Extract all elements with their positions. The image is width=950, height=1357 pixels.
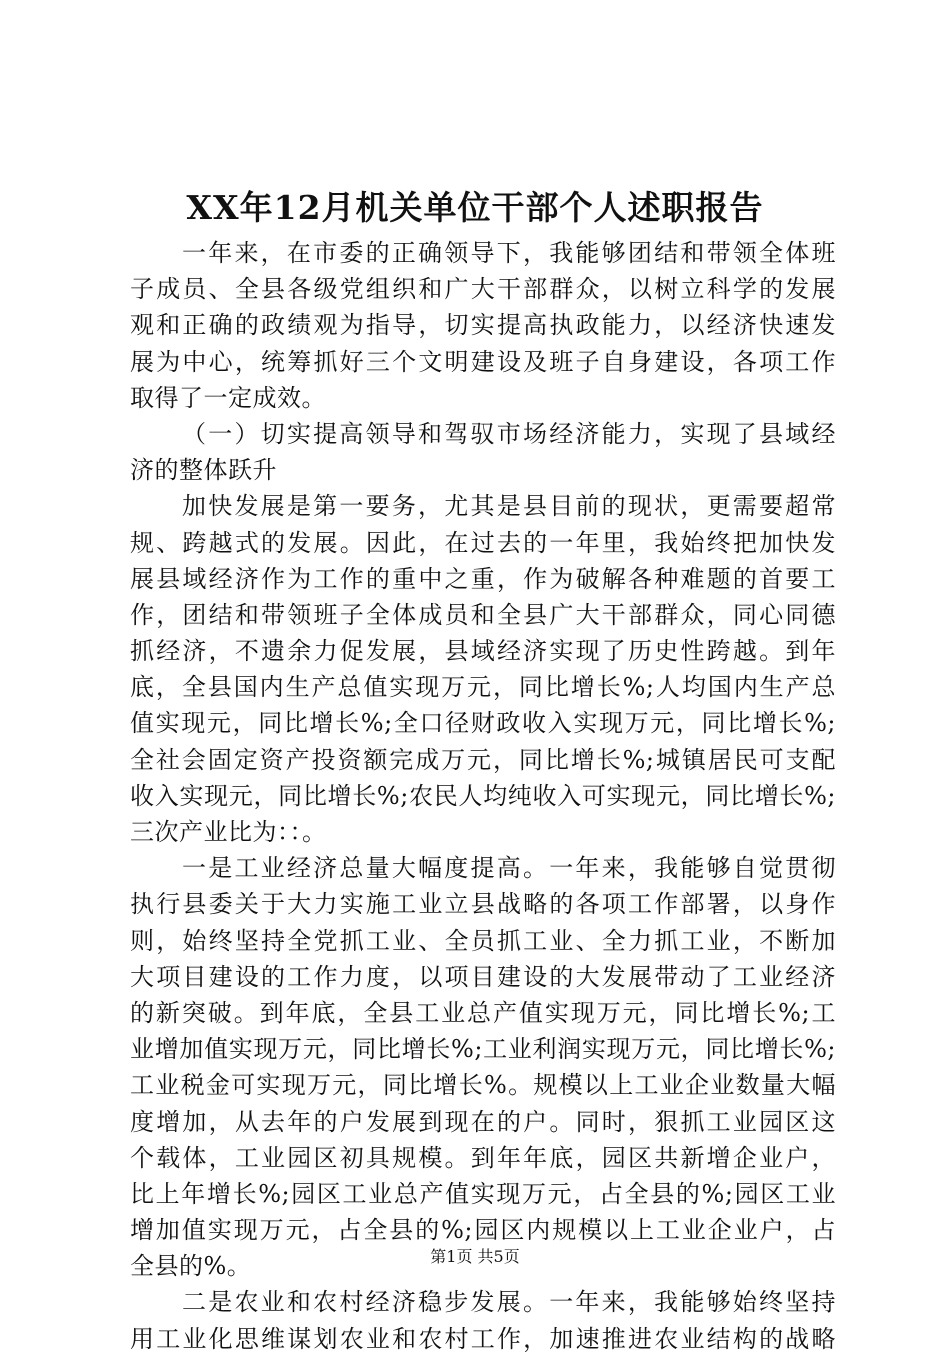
text-line: 作，团结和带领班子全体成员和全县广大干部群众，同心同德 <box>130 600 836 629</box>
text-line: 加快发展是第一要务，尤其是县目前的现状，更需要超常 <box>182 492 836 521</box>
text-line: 比上年增长%;园区工业总产值实现万元，占全县的%;园区工业 <box>130 1179 836 1208</box>
text-line: 增加值实现万元，占全县的%;园区内规模以上工业企业户，占 <box>130 1216 836 1245</box>
text-line: 的新突破。到年底，全县工业总产值实现万元，同比增长%;工 <box>130 998 836 1027</box>
text-line: 济的整体跃升 <box>130 456 277 485</box>
document-body <box>130 235 836 1357</box>
text-line: 规、跨越式的发展。因此，在过去的一年里，我始终把加快发 <box>130 528 836 557</box>
text-line: 观和正确的政绩观为指导，切实提高执政能力，以经济快速发 <box>130 311 836 340</box>
text-line: 一是工业经济总量大幅度提高。一年来，我能够自觉贯彻 <box>182 854 836 883</box>
text-line: 展为中心，统筹抓好三个文明建设及班子自身建设，各项工作 <box>130 347 836 376</box>
text-line: 工业税金可实现万元，同比增长%。规模以上工业企业数量大幅 <box>130 1071 836 1100</box>
text-line: 取得了一定成效。 <box>130 383 326 412</box>
text-line: 展县域经济作为工作的重中之重，作为破解各种难题的首要工 <box>130 564 836 593</box>
text-line: （一）切实提高领导和驾驭市场经济能力，实现了县域经 <box>182 419 836 448</box>
text-line: 子成员、全县各级党组织和广大干部群众，以树立科学的发展 <box>130 275 836 304</box>
text-line: 个载体，工业园区初具规模。到年年底，园区共新增企业户， <box>130 1143 836 1172</box>
text-line: 收入实现元，同比增长%;农民人均纯收入可实现元，同比增长%; <box>130 781 836 810</box>
text-line: 用工业化思维谋划农业和农村工作，加速推进农业结构的战略 <box>130 1324 836 1353</box>
text-line: 则，始终坚持全党抓工业、全员抓工业、全力抓工业，不断加 <box>130 926 836 955</box>
text-line: 抓经济，不遗余力促发展，县域经济实现了历史性跨越。到年 <box>130 637 836 666</box>
text-line: 大项目建设的工作力度，以项目建设的大发展带动了工业经济 <box>130 962 836 991</box>
page-indicator: 第1页 共5页 <box>430 1247 520 1266</box>
text-line: 二是农业和农村经济稳步发展。一年来，我能够始终坚持 <box>182 1288 836 1317</box>
text-line: 三次产业比为：：。 <box>130 818 327 846</box>
text-line: 业增加值实现万元，同比增长%;工业利润实现万元，同比增长%; <box>130 1035 836 1064</box>
document-title: XX年12月机关单位干部个人述职报告 <box>186 188 764 227</box>
text-line: 度增加，从去年的户发展到现在的户。同时，狠抓工业园区这 <box>130 1107 836 1136</box>
text-line: 值实现元，同比增长%;全口径财政收入实现万元，同比增长%; <box>130 709 836 738</box>
text-line: 全县的%。 <box>130 1252 252 1281</box>
text-line: 执行县委关于大力实施工业立县战略的各项工作部署，以身作 <box>130 890 836 919</box>
text-line: 一年来，在市委的正确领导下，我能够团结和带领全体班 <box>182 239 836 267</box>
text-line: 全社会固定资产投资额完成万元，同比增长%;城镇居民可支配 <box>130 745 836 774</box>
text-line: 底，全县国内生产总值实现万元，同比增长%;人均国内生产总 <box>130 673 836 702</box>
